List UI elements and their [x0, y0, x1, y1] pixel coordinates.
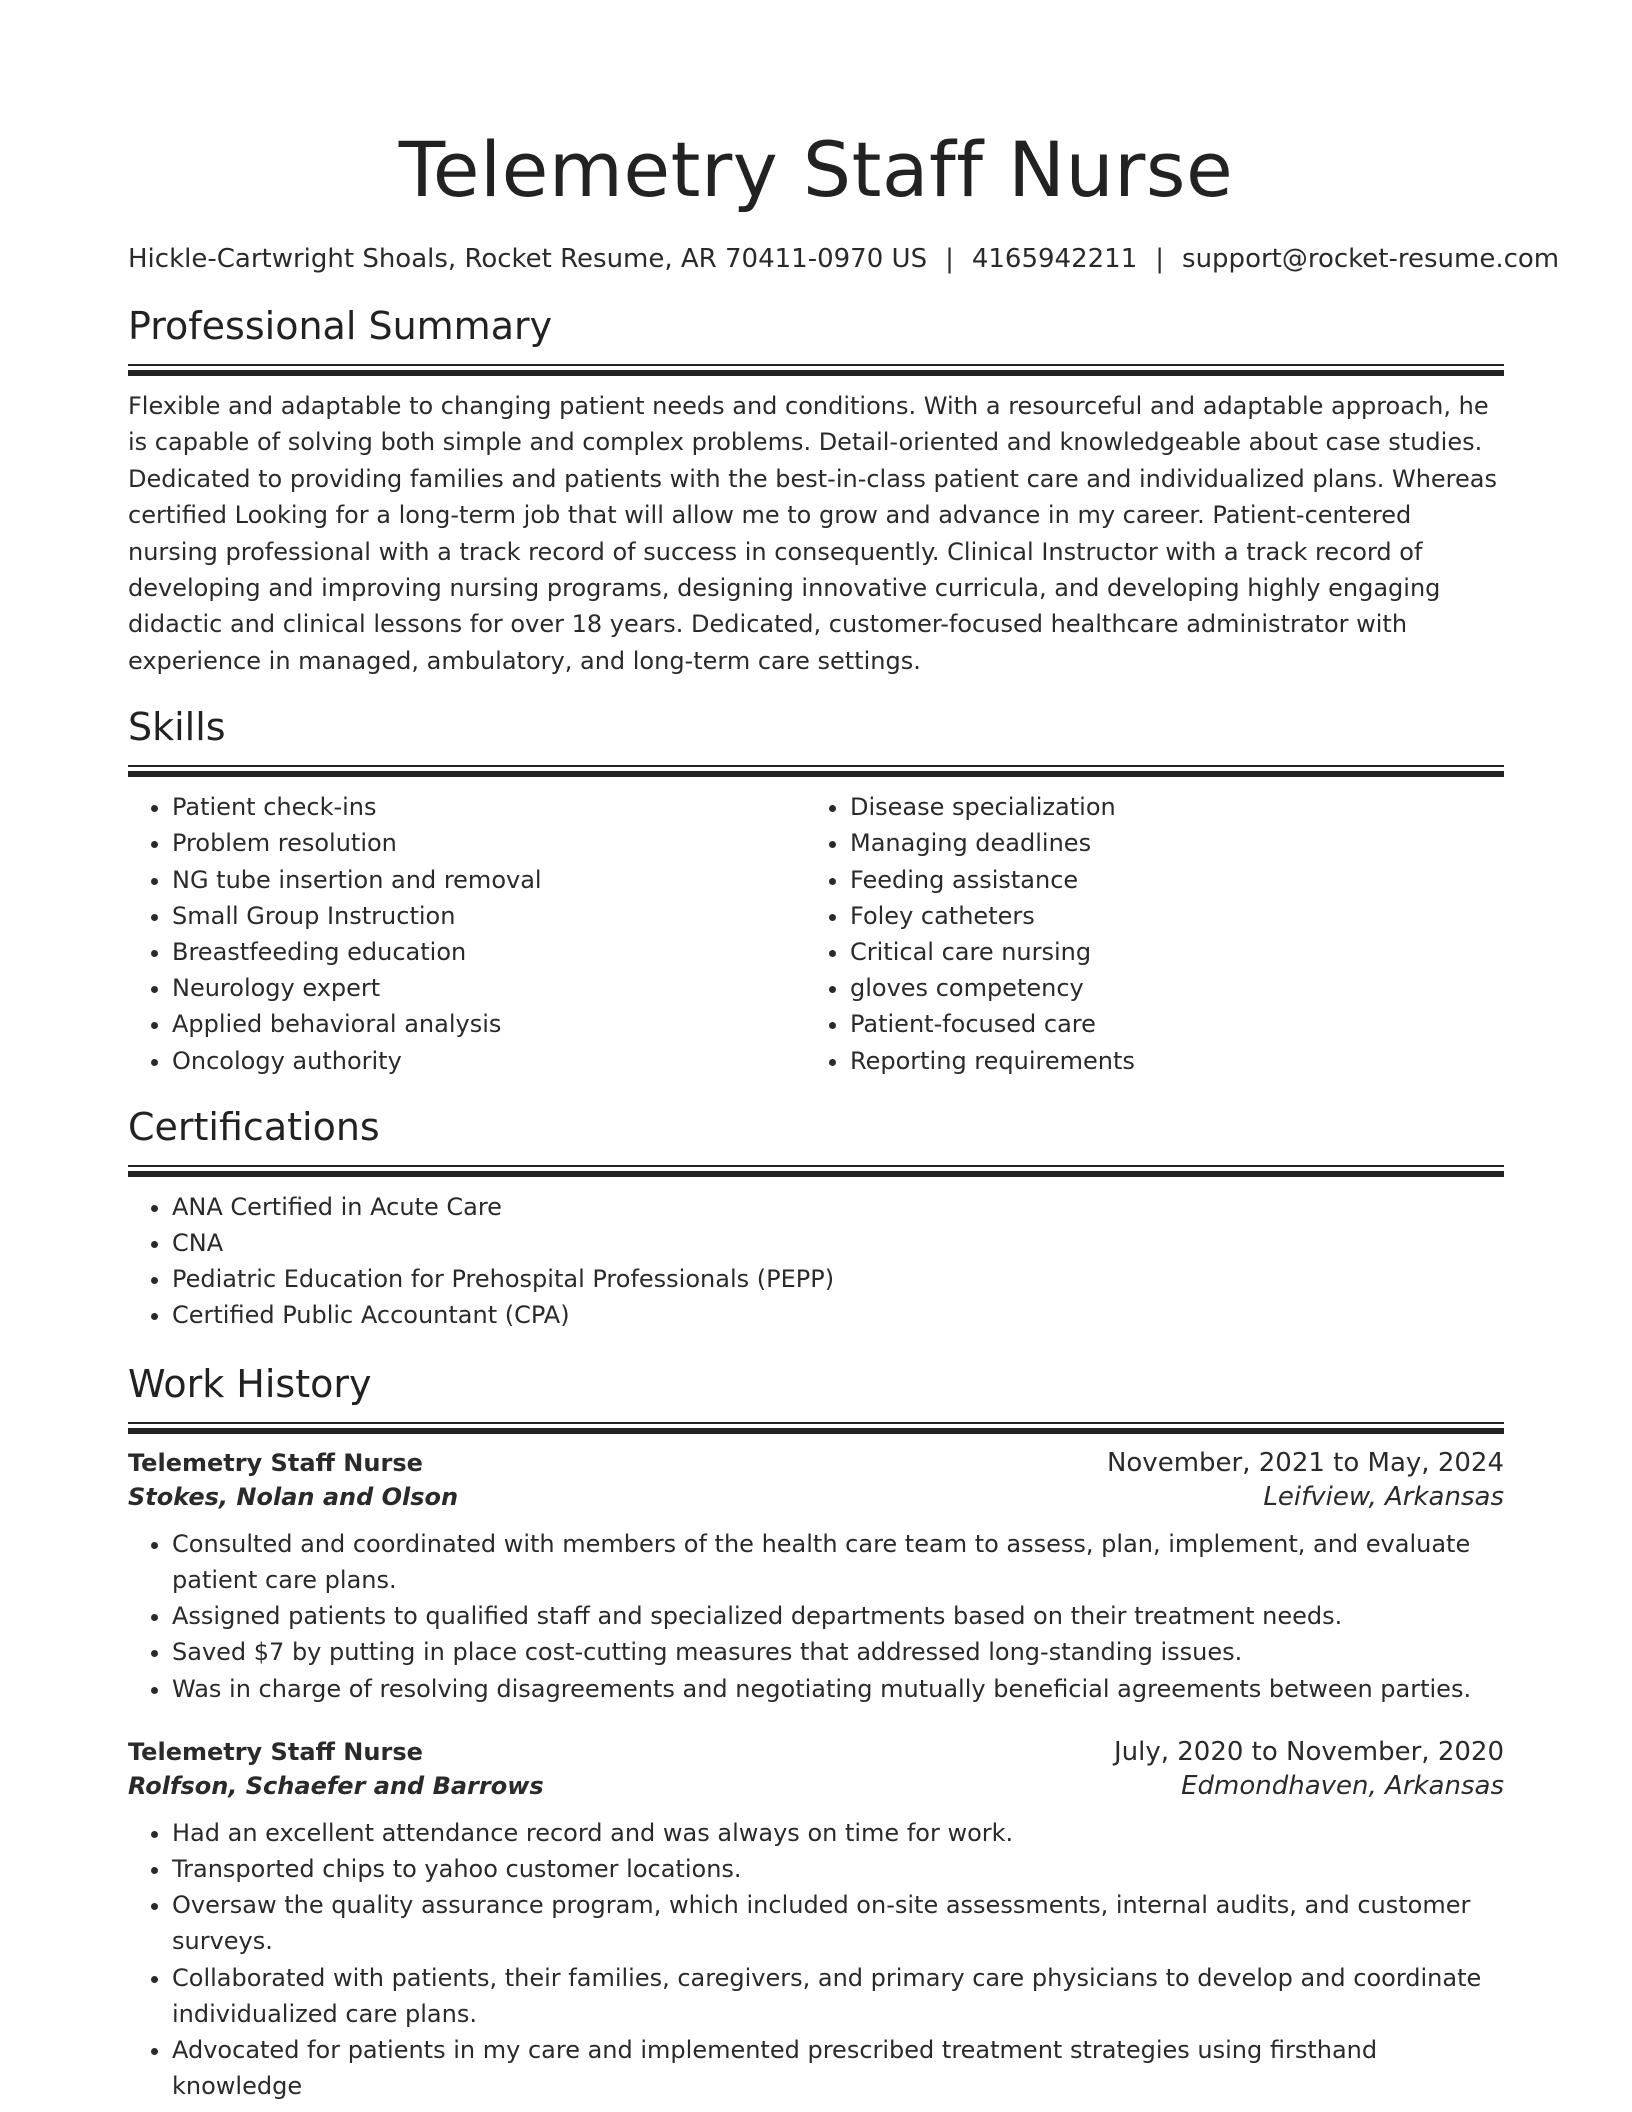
skill-item: • Patient check-ins	[172, 789, 806, 825]
section-divider	[128, 364, 1504, 376]
job-subheader-row	[128, 1771, 1504, 1801]
job-entry	[128, 1448, 1504, 1707]
job-dates: July, 2020 to November, 2020	[1113, 1736, 1504, 1767]
job-company: Stokes, Nolan and Olson	[128, 1482, 459, 1511]
certification-item: • CNA	[172, 1225, 1504, 1261]
resume-page	[128, 0, 1560, 2104]
skill-item: • Problem resolution	[172, 825, 806, 861]
section-divider	[128, 765, 1504, 777]
job-bullet: • Assigned patients to qualified staff and specialized departments based on their treatment needs.	[172, 1598, 1504, 1634]
job-title: Telemetry Staff Nurse	[128, 1737, 423, 1766]
section-title-skills: Skills	[128, 705, 226, 750]
job-bullet: • Transported chips to yahoo customer locations.	[172, 1851, 1504, 1887]
skills-list-left	[128, 789, 806, 1079]
job-bullets	[128, 1815, 1504, 2105]
resume-name: Telemetry Staff Nurse	[398, 125, 1234, 214]
skills-column-right	[806, 789, 1484, 1079]
skills-section	[128, 703, 1504, 1079]
section-title-certifications: Certifications	[128, 1104, 380, 1149]
job-bullet: • Saved $7 by putting in place cost-cutting measures that addressed long-standing issues.	[172, 1634, 1504, 1670]
section-title-summary: Professional Summary	[128, 304, 553, 348]
certification-item: • ANA Certified in Acute Care	[172, 1189, 1504, 1225]
job-location: Leifview, Arkansas	[1263, 1481, 1504, 1512]
job-company: Rolfson, Schaefer and Barrows	[128, 1771, 544, 1800]
section-title-work-history: Work History	[128, 1361, 372, 1406]
job-header-row	[128, 1737, 1504, 1767]
skill-item: • Breastfeeding education	[172, 934, 806, 970]
skill-item: • Managing deadlines	[850, 825, 1484, 861]
skill-item: • Neurology expert	[172, 970, 806, 1006]
work-history-section	[128, 1360, 1504, 2105]
skill-item: • Critical care nursing	[850, 934, 1484, 970]
contact-phone: 4165942211	[971, 244, 1138, 274]
section-divider	[128, 1165, 1504, 1177]
job-dates: November, 2021 to May, 2024	[1106, 1447, 1504, 1478]
certification-item: • Pediatric Education for Prehospital Professionals (PEPP)	[172, 1261, 1504, 1297]
job-bullet: • Oversaw the quality assurance program, which included on-site assessments, internal audits, and customer surveys.	[172, 1887, 1504, 1959]
contact-email: support@rocket-resume.com	[1182, 244, 1560, 274]
skill-item: • Disease specialization	[850, 789, 1484, 825]
certification-item: • Certified Public Accountant (CPA)	[172, 1297, 1504, 1333]
skill-item: • Applied behavioral analysis	[172, 1006, 806, 1042]
job-bullet: • Consulted and coordinated with members of the health care team to assess, plan, implement, and evaluate patient care plans.	[172, 1526, 1504, 1598]
job-bullets	[128, 1526, 1504, 1707]
job-header-row	[128, 1448, 1504, 1478]
skills-column-left	[128, 789, 806, 1079]
certifications-list	[128, 1189, 1504, 1334]
certifications-section	[128, 1103, 1504, 1334]
skill-item: • Small Group Instruction	[172, 898, 806, 934]
contact-address: Hickle-Cartwright Shoals, Rocket Resume, AR 70411-0970 US	[128, 244, 928, 274]
contact-separator: |	[1155, 244, 1165, 274]
skill-item: • Oncology authority	[172, 1043, 806, 1079]
skill-item: • Feeding assistance	[850, 862, 1484, 898]
job-bullet: • Had an excellent attendance record and was always on time for work.	[172, 1815, 1504, 1851]
summary-section	[128, 302, 1504, 679]
skills-grid	[128, 789, 1504, 1079]
skills-list-right	[806, 789, 1484, 1079]
summary-text: Flexible and adaptable to changing patient needs and conditions. With a resourceful and adaptable approach, he is capable of solving both simple and complex problems. Detail-oriented and knowledgeable about case studies. Dedicated to providing families and patients with the best-in-class patient care and individualized plans. Whereas certified Looking for a long-term job that will allow me to grow and advance in my career. Patient-centered nursing professional with a track record of success in consequently. Clinical Instructor with a track record of developing and improving nursing programs, designing innovative curricula, and developing highly engaging didactic and clinical lessons for over 18 years. Dedicated, customer-focused healthcare administrator with experience in managed, ambulatory, and long-term care settings.	[128, 392, 1497, 675]
contact-separator: |	[945, 244, 954, 274]
job-bullet: • Advocated for patients in my care and implemented prescribed treatment strategies using firsthand knowledge	[172, 2032, 1504, 2104]
skill-item: • Foley catheters	[850, 898, 1484, 934]
skill-item: • Reporting requirements	[850, 1043, 1484, 1079]
job-subheader-row	[128, 1482, 1504, 1512]
section-divider	[128, 1422, 1504, 1434]
job-bullet: • Collaborated with patients, their families, caregivers, and primary care physicians to develop and coordinate individualized care plans.	[172, 1960, 1504, 2032]
skill-item: • Patient-focused care	[850, 1006, 1484, 1042]
job-entry	[128, 1737, 1504, 2105]
job-title: Telemetry Staff Nurse	[128, 1448, 423, 1477]
contact-line	[128, 242, 1560, 276]
job-bullet: • Was in charge of resolving disagreements and negotiating mutually beneficial agreements between parties.	[172, 1671, 1504, 1707]
skill-item: • NG tube insertion and removal	[172, 862, 806, 898]
skill-item: • gloves competency	[850, 970, 1484, 1006]
job-location: Edmondhaven, Arkansas	[1181, 1770, 1504, 1801]
